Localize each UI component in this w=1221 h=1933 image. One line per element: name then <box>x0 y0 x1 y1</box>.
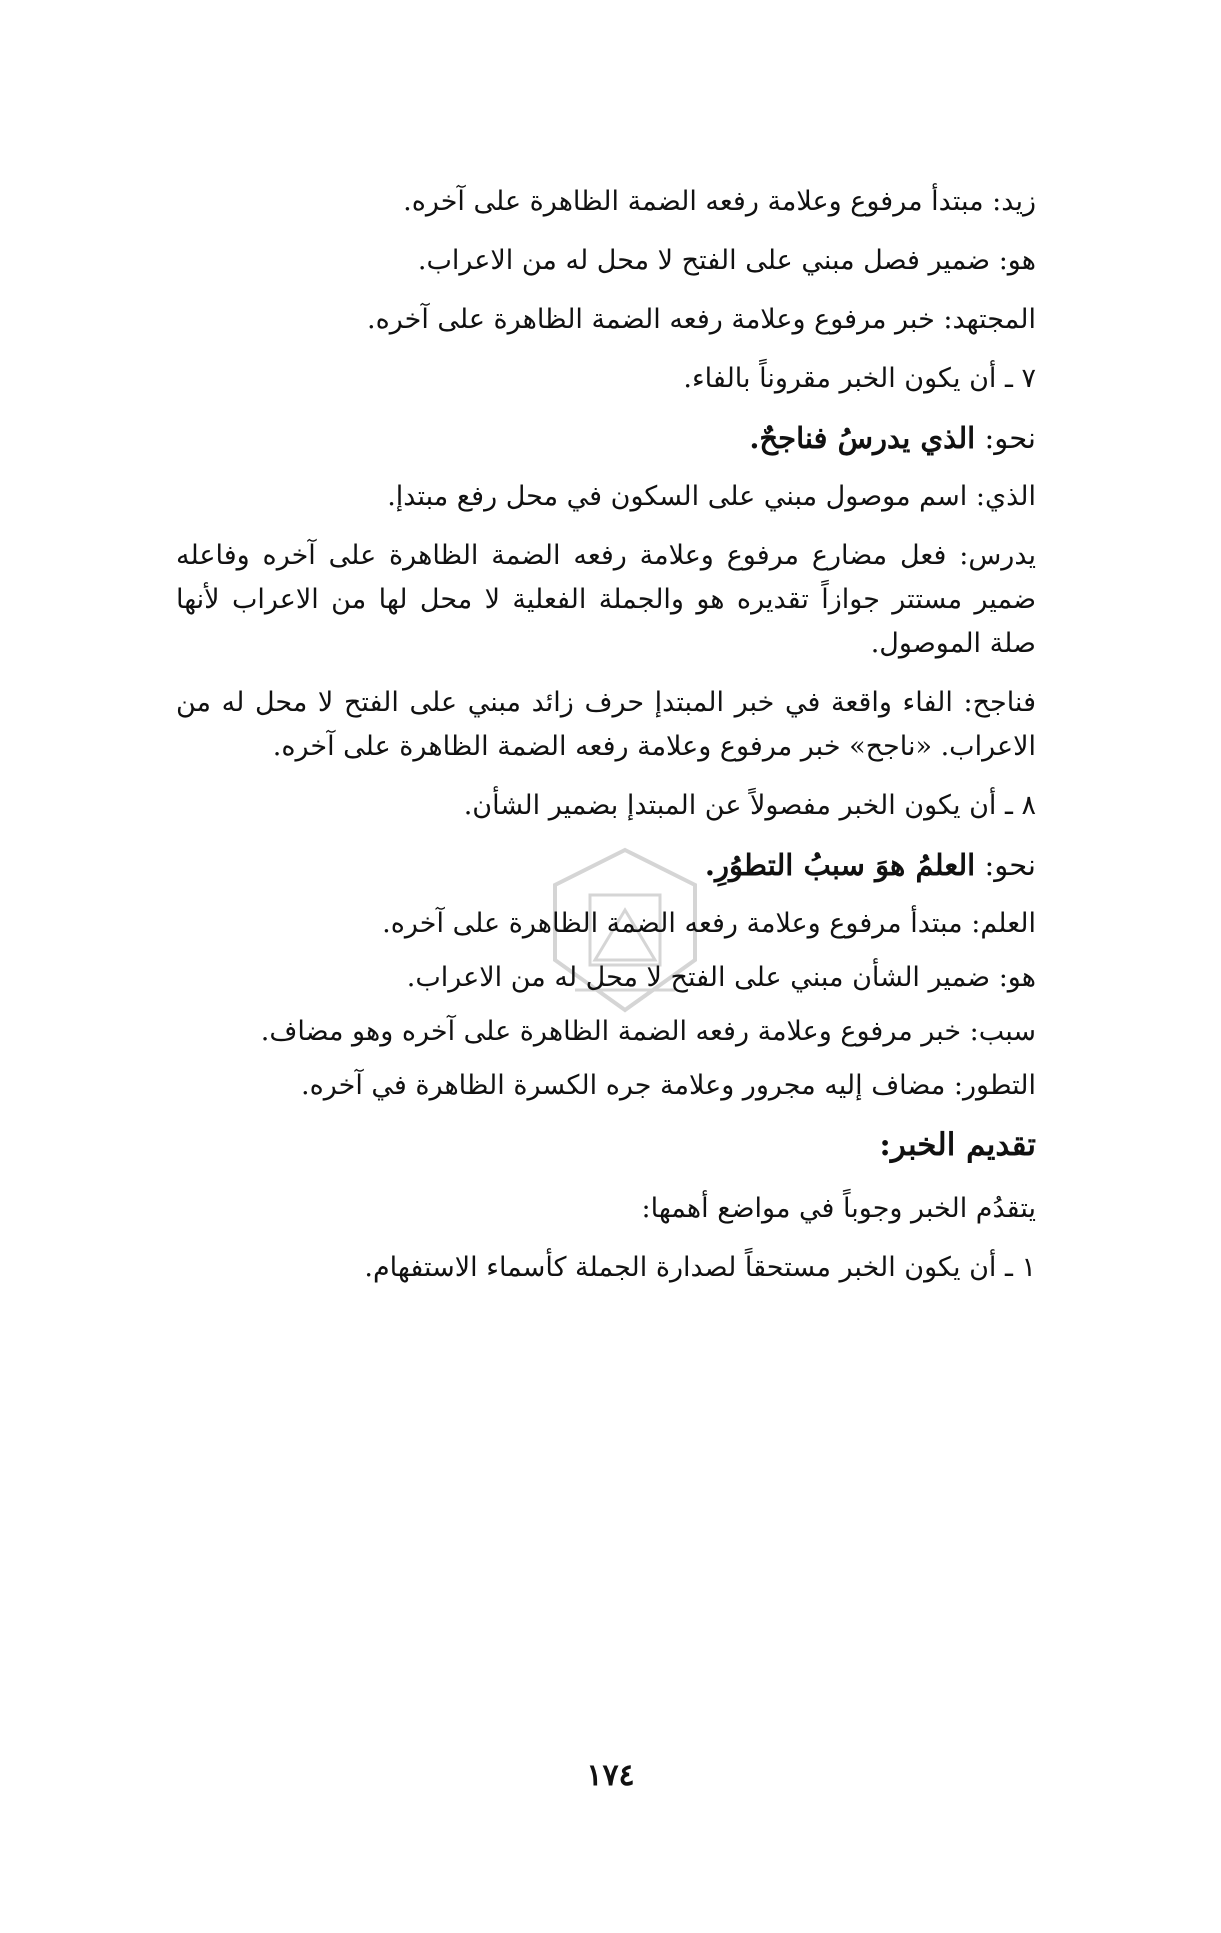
parse-term: الذي: <box>975 481 1036 512</box>
parse-text: فعل مضارع مرفوع وعلامة رفعه الضمة الظاهرة على آخره وفاعله ضمير مستتر جوازاً تقديره هو والجملة الفعلية لا محل لها من الاعراب لأنها صلة الموصول. <box>176 540 1036 659</box>
parse-line <box>176 1064 1036 1108</box>
intro-text: يتقدُم الخبر وجوباً في مواضع أهمها: <box>641 1193 1036 1224</box>
rule-item <box>176 784 1036 828</box>
parse-text: مبتدأ مرفوع وعلامة رفعه الضمة الظاهرة على آخره. <box>403 186 984 217</box>
page-body <box>176 180 1036 1305</box>
parse-term: هو: <box>998 962 1036 993</box>
rule-item <box>176 1246 1036 1290</box>
example-label: نحو: <box>984 848 1036 882</box>
parse-term: العلم: <box>971 908 1036 939</box>
parse-term: فناجح: <box>963 687 1036 718</box>
parse-term: يدرس: <box>959 540 1036 571</box>
parse-line <box>176 681 1036 769</box>
parse-line <box>176 902 1036 946</box>
parse-text: مضاف إليه مجرور وعلامة جره الكسرة الظاهرة في آخره. <box>301 1070 946 1101</box>
page-number: ١٧٤ <box>586 1758 635 1793</box>
parse-text: اسم موصول مبني على السكون في محل رفع مبتدإ. <box>387 481 968 512</box>
example-sentence: الذي يدرسُ فناجحٌ. <box>749 421 976 455</box>
rule-text: ٨ ـ أن يكون الخبر مفصولاً عن المبتدإ بضمير الشأن. <box>463 790 1036 821</box>
parse-line <box>176 239 1036 283</box>
example-sentence: العلمُ هوَ سببُ التطوُرِ. <box>704 848 976 882</box>
example-line <box>176 416 1036 460</box>
parse-term: المجتهد: <box>943 304 1036 335</box>
parse-text: خبر مرفوع وعلامة رفعه الضمة الظاهرة على آخره. <box>367 304 935 335</box>
section-heading: تقديم الخبر: <box>879 1127 1036 1163</box>
parse-line <box>176 534 1036 666</box>
parse-line <box>176 1010 1036 1054</box>
example-label: نحو: <box>984 421 1036 455</box>
parse-text: الفاء واقعة في خبر المبتدإ حرف زائد مبني على الفتح لا محل له من الاعراب. «ناجح» خبر مرفوع وعلامة رفعه الضمة الظاهرة على آخره. <box>176 687 1036 762</box>
parse-term: سبب: <box>969 1016 1036 1047</box>
rule-text: ٧ ـ أن يكون الخبر مقروناً بالفاء. <box>683 363 1036 394</box>
parse-line <box>176 956 1036 1000</box>
parse-text: ضمير الشأن مبني على الفتح لا محل له من الاعراب. <box>406 962 991 993</box>
parse-term: زيد: <box>992 186 1036 217</box>
parse-term: هو: <box>998 245 1036 276</box>
rule-item <box>176 357 1036 401</box>
example-line <box>176 843 1036 887</box>
parse-line <box>176 475 1036 519</box>
parse-text: ضمير فصل مبني على الفتح لا محل له من الاعراب. <box>417 245 991 276</box>
parse-line <box>176 180 1036 224</box>
intro-line <box>176 1187 1036 1231</box>
parse-text: مبتدأ مرفوع وعلامة رفعه الضمة الظاهرة على آخره. <box>382 908 963 939</box>
parse-term: التطور: <box>953 1070 1036 1101</box>
parse-text: خبر مرفوع وعلامة رفعه الضمة الظاهرة على آخره وهو مضاف. <box>260 1016 962 1047</box>
rule-text: ١ ـ أن يكون الخبر مستحقاً لصدارة الجملة كأسماء الاستفهام. <box>364 1252 1036 1283</box>
parse-line <box>176 298 1036 342</box>
